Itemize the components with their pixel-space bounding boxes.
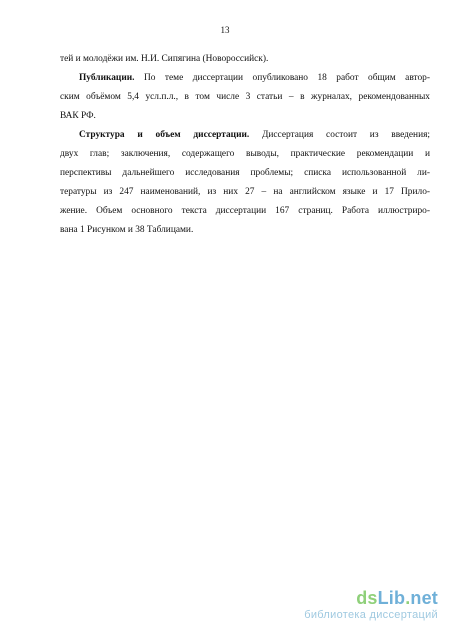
structure-line: двух глав; заключения, содержащего выводы, практические рекомендации и [60,149,430,159]
structure-first-line-text: Диссертация состоит из введения; [249,130,431,140]
structure-first-line [79,129,430,141]
dslib-logo: dsLib.net [356,588,438,608]
dslib-tagline: библиотека диссертаций [304,609,438,621]
publications-line: ВАК РФ. [60,111,96,121]
publications-first-line [79,72,430,84]
structure-line: перспективы дальнейшего исследования проблемы; списка использованной ли- [60,168,430,178]
structure-line: тературы из 247 наименований, из них 27 – на английском языке и 17 Прило- [60,187,430,197]
dslib-watermark[interactable] [248,588,438,622]
publications-heading: Публикации. [79,73,135,83]
structure-heading: Структура и объем диссертации. [79,130,250,140]
page-number: 13 [220,25,230,35]
structure-line: вана 1 Рисунком и 38 Таблицами. [60,225,194,235]
continuation-line: тей и молодёжи им. Н.И. Сипягина (Новороссийск). [60,54,269,64]
publications-first-line-text: По теме диссертации опубликовано 18 работ общим автор- [134,73,430,83]
structure-line: жение. Объем основного текста диссертации 167 страниц. Работа иллюстриро- [60,206,430,216]
publications-line: ским объёмом 5,4 усл.п.л., в том числе 3 статьи – в журналах, рекомендованных [60,92,430,102]
